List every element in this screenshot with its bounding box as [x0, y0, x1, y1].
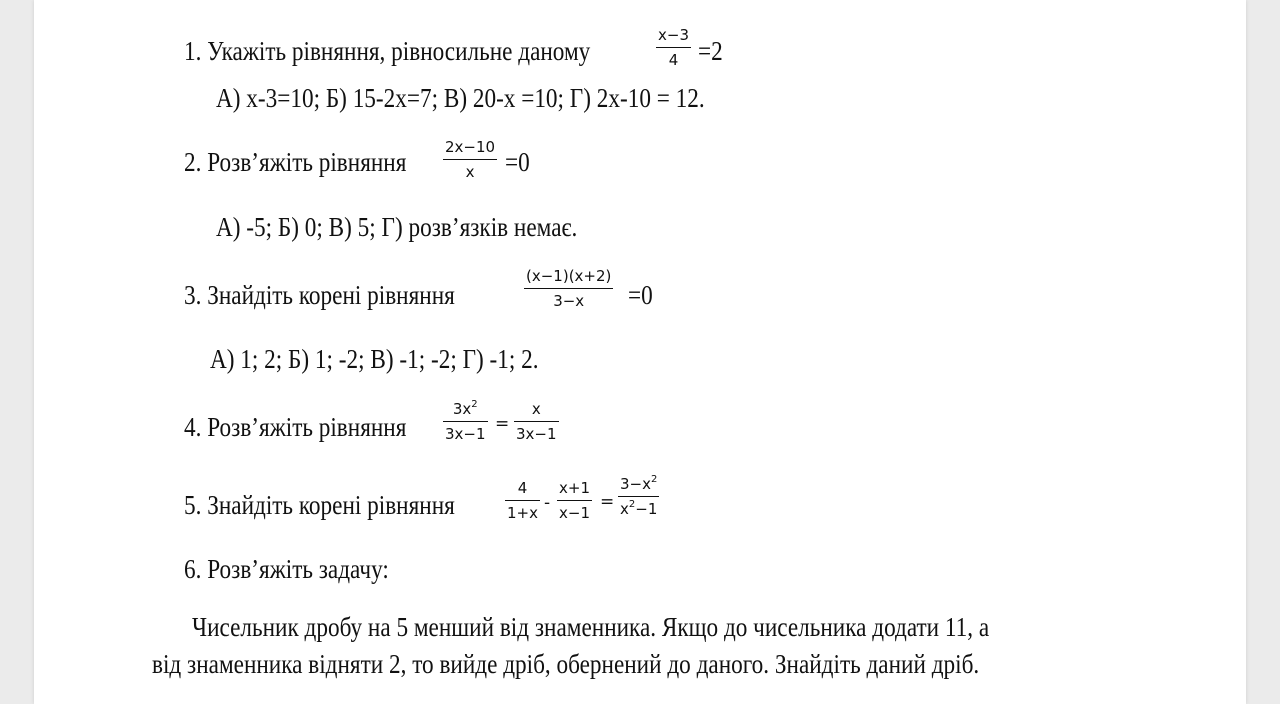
- q5-fraction-3-denominator-rest: −1: [635, 500, 658, 518]
- q1-fraction-denominator: 4: [668, 51, 679, 69]
- q5-label: 5. Знайдіть корені рівняння: [184, 490, 455, 520]
- q6-text-line-2: від знаменника відняти 2, то вийде дріб, обернений до даного. Знайдіть даний дріб.: [152, 649, 980, 679]
- q5-fraction-1-numerator: 4: [517, 479, 528, 497]
- q2-fraction-denominator: x: [465, 163, 475, 181]
- q6-label: 6. Розв’яжіть задачу:: [184, 554, 389, 584]
- q5-fraction-3-numerator: [618, 474, 659, 496]
- q5-fraction-1-denominator: 1+x: [507, 504, 538, 522]
- q4-fraction-left-denominator: 3x−1: [445, 425, 486, 443]
- q3-rhs: =0: [628, 280, 653, 310]
- q6-text-line-1: Чисельник дробу на 5 менший від знаменника. Якщо до чисельника додати 11, а: [192, 612, 990, 642]
- q1-rhs: =2: [698, 36, 723, 66]
- q4-numerator-exponent: 2: [471, 399, 478, 410]
- q5-minus: -: [544, 493, 551, 513]
- q1-fraction-numerator: x−3: [658, 26, 689, 44]
- q1-label: 1. Укажіть рівняння, рівносильне даному: [184, 36, 591, 66]
- q5-fraction-3: [618, 474, 659, 518]
- q2-fraction: [443, 140, 497, 180]
- q4-equals: =: [495, 414, 510, 434]
- q4-label: 4. Розв’яжіть рівняння: [184, 412, 407, 442]
- q3-fraction: [524, 269, 613, 309]
- q5-fraction-3-denominator-exponent: 2: [628, 499, 636, 510]
- q2-fraction-numerator: 2x−10: [445, 138, 496, 156]
- q2-label: 2. Розв’яжіть рівняння: [184, 147, 407, 177]
- q5-fraction-3-numerator-exponent: 2: [651, 474, 658, 485]
- q5-fraction-3-numerator-base: 3−x: [620, 475, 651, 493]
- q3-fraction-numerator: (x−1)(x+2): [526, 267, 612, 285]
- q2-rhs: =0: [505, 147, 530, 177]
- q1-options: А) x-3=10; Б) 15-2x=7; В) 20-x =10; Г) 2x-10 = 12.: [216, 83, 705, 113]
- q5-fraction-2: [557, 481, 592, 521]
- q5-fraction-3-denominator: [618, 497, 659, 517]
- q4-fraction-right-denominator: 3x−1: [516, 425, 557, 443]
- q5-fraction-3-denominator-base: x: [620, 500, 629, 518]
- q4-numerator-base: 3x: [452, 400, 472, 418]
- q4-fraction-left: [443, 399, 488, 443]
- q3-fraction-denominator: 3−x: [553, 292, 585, 310]
- q4-fraction-right: [514, 402, 559, 442]
- q1-fraction: [656, 28, 691, 68]
- q5-fraction-2-numerator: x+1: [559, 479, 590, 497]
- q4-fraction-right-numerator: x: [531, 400, 541, 418]
- q2-options: А) -5; Б) 0; В) 5; Г) розв’язків немає.: [216, 212, 578, 242]
- q4-fraction-left-numerator: [451, 399, 480, 421]
- q5-fraction-2-denominator: x−1: [559, 504, 590, 522]
- q3-label: 3. Знайдіть корені рівняння: [184, 280, 455, 310]
- q5-equals: =: [600, 492, 615, 512]
- q3-options: А) 1; 2; Б) 1; -2; В) -1; -2; Г) -1; 2.: [210, 344, 539, 374]
- document-page: [34, 0, 1246, 704]
- q5-fraction-1: [505, 481, 540, 521]
